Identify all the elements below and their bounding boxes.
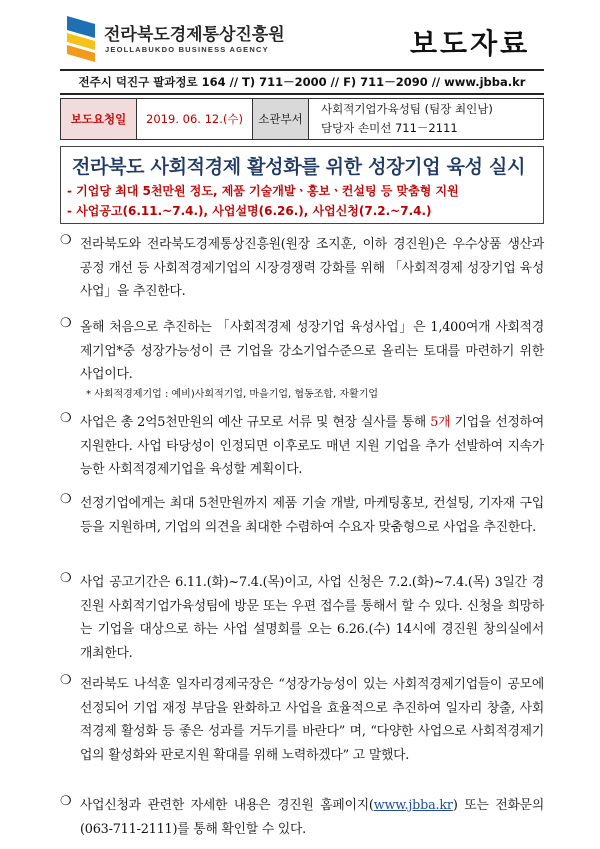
paragraph-text-part: 사업은 총 2억5천만원의 예산 규모로 서류 및 현장 실사를 통해 [80,415,431,430]
headline-title: 전라북도 사회적경제 활성화를 위한 성장기업 육성 실시 [72,156,526,178]
paragraph-2 [60,316,544,403]
homepage-link[interactable]: www.jbba.kr [373,798,453,813]
bullet-icon: ❍ [60,233,72,248]
headline-box [60,146,544,224]
bullet-icon: ❍ [60,794,72,809]
paragraph-text: 전라북도 나석훈 일자리경제국장은 “성장가능성이 있는 사회적경제기업들이 공모에 선정되어 기업 재정 부담을 완화하고 사업을 효율적으로 추진하여 일자리 창출, 사회적경제 활성화 등 좋은 성과를 거두기를 바란다” 며, “다양한 사업으로 사회적경제기업의 활성화와 판로지원 확대를 위해 노력하겠다” 고 말했다. [80,677,544,763]
paragraph-6 [60,673,544,767]
bullet-icon: ❍ [60,571,72,586]
agency-logo-mark-icon [64,14,98,64]
paragraph-text: 사업 공고기간은 6.11.(화)~7.4.(목)이고, 사업 신청은 7.2.(화)~7.4.(목) 3일간 경진원 사회적기업가육성팀에 방문 또는 우편 접수를 통해서 할 수 있다. 신청을 희망하는 기업을 대상으로 하는 사업 설명회를 오는 6.26.(수) 14시에 경진원 창의실에서 개최한다. [80,575,544,661]
paragraph-text-part: ) 또는 전화문의(063-711-2111)를 통해 확인할 수 있다. [80,798,545,837]
bullet-icon: ❍ [60,316,72,331]
company-count-highlight: 5개 [430,415,451,430]
paragraph-text: 올해 처음으로 추진하는 「사회적경제 성장기업 육성사업」은 1,400여개 사회적경제기업*중 성장가능성이 큰 기업을 강소기업수준으로 올리는 토대를 마련하기 위한 사업이다. [80,320,544,382]
paragraph-1 [60,233,544,304]
bullet-icon: ❍ [60,411,72,426]
footnote-social-enterprise: * 사회적경제기업 : 예비)사회적기업, 마을기업, 협동조합, 자활기업 [86,388,379,400]
request-date-value: 2019. 06. 12.(수) [137,99,253,140]
paragraph-text [80,794,544,841]
bullet-icon: ❍ [60,492,72,507]
department-team: 사회적기업가육성팀 (팀장 최인남) [321,102,493,116]
paragraph-text [80,411,544,482]
paragraph-4 [60,492,544,539]
department-label: 소관부서 [253,99,309,140]
bullet-icon: ❍ [60,673,72,688]
release-info-table [60,98,544,140]
paragraph-3 [60,411,544,482]
headline-subtitle-support: - 기업당 최대 5천만원 정도, 제품 기술개발ㆍ홍보ㆍ컨설팅 등 맞춤형 지원 [67,184,459,198]
headline-subtitle-schedule: - 사업공고(6.11.~7.4.), 사업설명(6.26.), 사업신청(7.2.~7.4.) [67,204,432,218]
paragraph-7 [60,794,544,841]
agency-logo [64,14,285,64]
department-info [309,99,544,140]
paragraph-text-part: 사업신청과 관련한 자세한 내용은 경진원 홈페이지( [80,798,374,813]
agency-name-english: JEOLLABUKDO BUSINESS AGENCY [105,45,269,54]
department-contact: 담당자 손미선 711－2111 [321,121,458,135]
document-type-title: 보도자료 [410,27,531,60]
paragraph-text: 선정기업에게는 최대 5천만원까지 제품 기술 개발, 마케팅홍보, 컨설팅, 기자재 구입 등을 지원하며, 기업의 의견을 최대한 수렴하여 수요자 맞춤형으로 사업을 추진한다. [80,496,544,535]
contact-info-bar: 전주시 덕진구 팔과정로 164 // T) 711－2000 // F) 711－2090 // www.jbba.kr [60,69,544,95]
paragraph-text-part: 기업을 선정하여 지원한다. 사업 타당성이 인정되면 이후로도 매년 지원 기업을 추가 선발하여 지속가능한 사회적경제기업을 육성할 계획이다. [80,415,544,477]
paragraph-5 [60,571,544,665]
paragraph-text: 전라북도와 전라북도경제통상진흥원(원장 조지훈, 이하 경진원)은 우수상품 생산과 공정 개선 등 사회적경제기업의 시장경쟁력 강화를 위해 「사회적경제 성장기업 육성사업」을 추진한다. [80,237,544,299]
agency-name-korean: 전라북도경제통상진흥원 [104,25,285,45]
request-date-label: 보도요청일 [61,99,137,140]
